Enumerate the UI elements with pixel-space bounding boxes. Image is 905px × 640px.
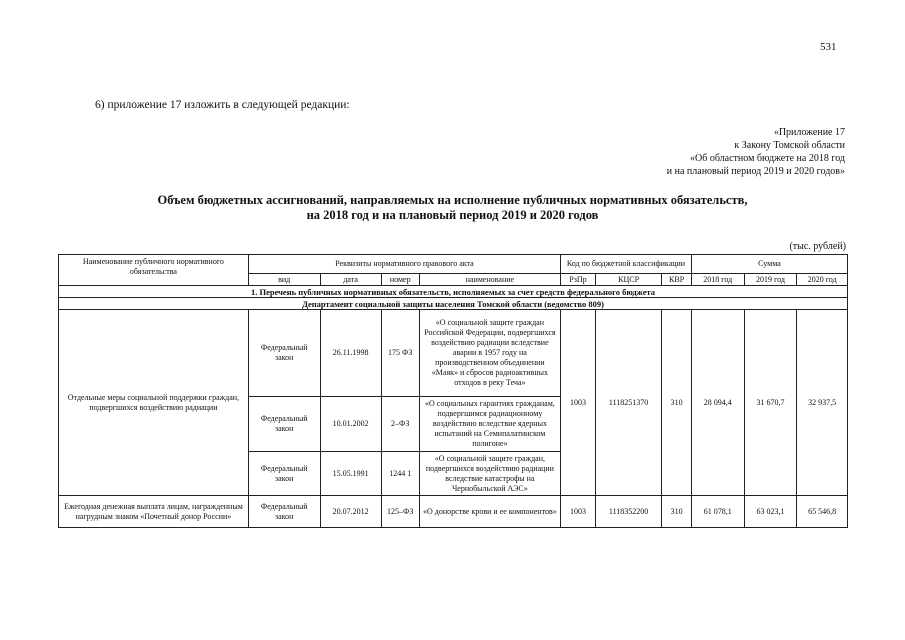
appendix-line: «Об областном бюджете на 2018 год (690, 153, 845, 164)
rzpr-value: 1003 (561, 310, 596, 496)
header-kcsr: КЦСР (595, 274, 661, 286)
act-date: 20.07.2012 (320, 496, 381, 528)
header-rzpr: РзПр (561, 274, 596, 286)
header-2019: 2019 год (744, 274, 797, 286)
act-date: 10.01.2002 (320, 397, 381, 452)
obligation-name: Ежегодная денежная выплата лицам, награжденным нагрудным знаком «Почетный донор России» (59, 496, 249, 528)
obligation-name (59, 310, 249, 496)
act-name: «О социальных гарантиях гражданам, подвергшимся радиационному воздействию вследствие ядерных испытаний на Семипалатинском полигоне» (419, 397, 560, 452)
kvr-value: 310 (662, 310, 692, 496)
act-vid: Федеральный закон (248, 310, 320, 397)
sum-2020: 65 546,8 (797, 496, 848, 528)
header-name: Наименование публичного нормативного обязательства (59, 255, 249, 286)
rzpr-value: 1003 (561, 496, 596, 528)
sum-2020: 32 937,5 (797, 310, 848, 496)
sum-2018: 61 078,1 (691, 496, 744, 528)
act-name: «О социальной защите граждан, подвергшихся воздействию радиации вследствие катастрофы на Чернобыльской АЭС» (419, 452, 560, 496)
header-code: Код по бюджетной классификации (561, 255, 692, 274)
section-title: 1. Перечень публичных нормативных обязательств, исполняемых за счет средств федерального бюджета (59, 286, 848, 298)
act-vid: Федеральный закон (248, 397, 320, 452)
intro-text: 6) приложение 17 изложить в следующей редакции: (95, 99, 350, 111)
obligations-table (58, 254, 848, 528)
act-number: 2–ФЗ (381, 397, 419, 452)
header-kvr: КВР (662, 274, 692, 286)
header-vid: вид (248, 274, 320, 286)
page-number: 531 (820, 41, 837, 53)
obligation-name-text: Отдельные меры социальной поддержки граждан, подвергшихся воздействию радиации (67, 392, 240, 412)
kcsr-value: 1118352200 (595, 496, 661, 528)
table-row (59, 310, 848, 397)
sum-2019: 63 023,1 (744, 496, 797, 528)
header-2018: 2018 год (691, 274, 744, 286)
act-vid: Федеральный закон (248, 452, 320, 496)
appendix-header (667, 126, 845, 178)
unit-label: (тыс. рублей) (789, 241, 846, 252)
header-2020: 2020 год (797, 274, 848, 286)
table-row (59, 496, 848, 528)
act-name: «О социальной защите граждан Российской Федерации, подвергшихся воздействию радиации вследствие аварии в 1957 году на производственном объединении «Маяк» и сбросов радиоактивных отходов в реку Теча» (419, 310, 560, 397)
act-number: 175 ФЗ (381, 310, 419, 397)
title-line: Объем бюджетных ассигнований, направляемых на исполнение публичных нормативных обязательств, (157, 193, 748, 207)
act-number: 1244 1 (381, 452, 419, 496)
act-date: 26.11.1998 (320, 310, 381, 397)
sum-2018: 28 094,4 (691, 310, 744, 496)
appendix-line: и на плановый период 2019 и 2020 годов» (666, 166, 845, 177)
header-act-name: наименование (419, 274, 560, 286)
header-sum: Сумма (691, 255, 847, 274)
sum-2019: 31 670,7 (744, 310, 797, 496)
act-date: 15.05.1991 (320, 452, 381, 496)
kvr-value: 310 (662, 496, 692, 528)
act-number: 125–ФЗ (381, 496, 419, 528)
appendix-line: к Закону Томской области (734, 140, 845, 151)
act-vid: Федеральный закон (248, 496, 320, 528)
appendix-line: «Приложение 17 (773, 127, 845, 138)
department-title: Департамент социальной защиты населения Томской области (ведомство 809) (59, 298, 848, 310)
header-number: номер (381, 274, 419, 286)
document-title (60, 193, 845, 223)
title-line: на 2018 год и на плановый период 2019 и 2020 годов (306, 208, 599, 222)
act-name: «О донорстве крови и ее компонентов» (419, 496, 560, 528)
header-date: дата (320, 274, 381, 286)
header-act: Реквизиты нормативного правового акта (248, 255, 560, 274)
kcsr-value: 1118251370 (595, 310, 661, 496)
